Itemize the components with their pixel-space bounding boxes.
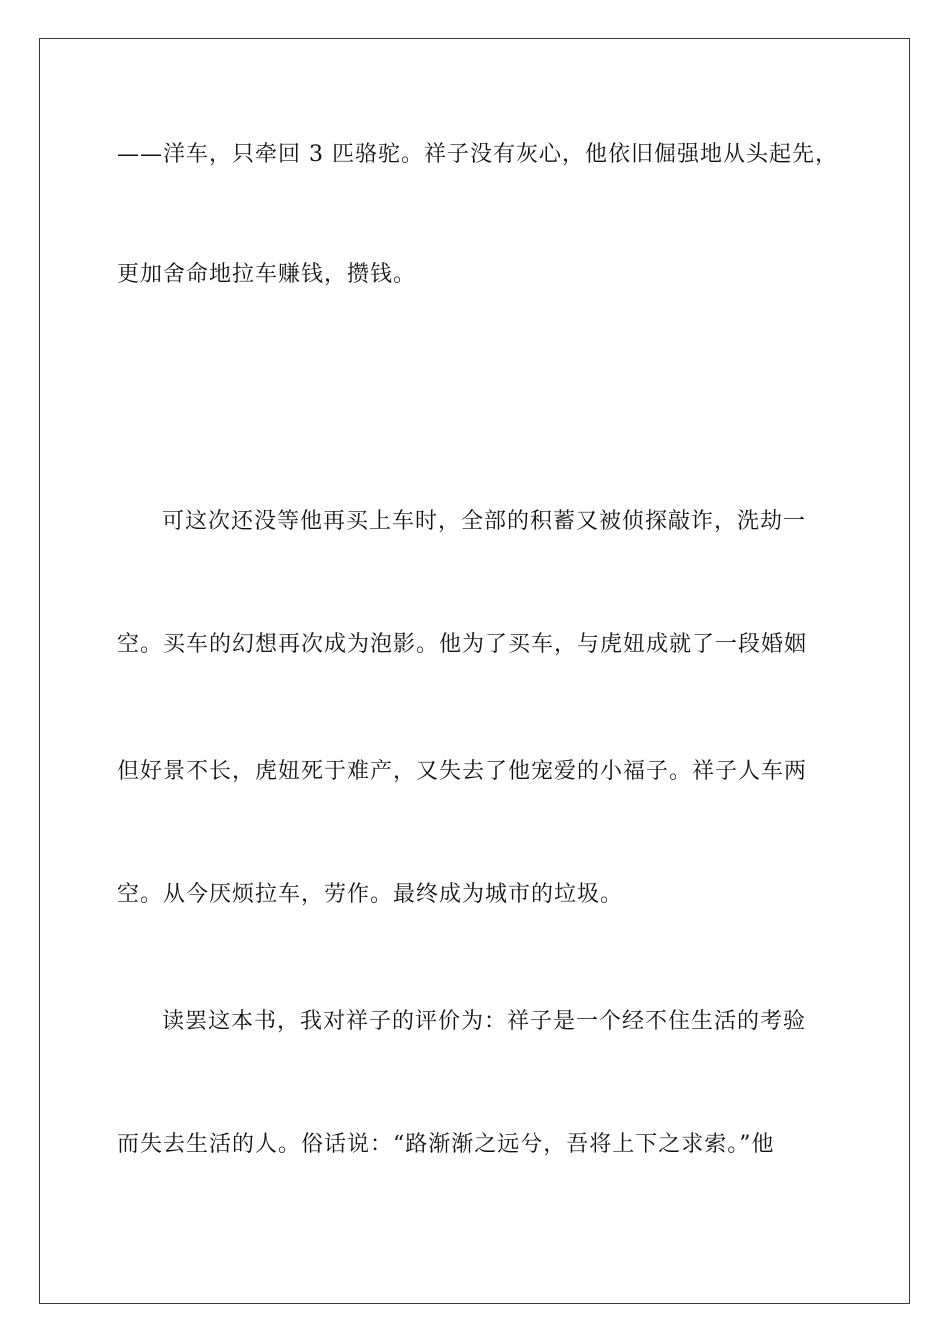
text-line-5: 但好景不长，虎妞死于难产，又失去了他宠爱的小福子。祥子人车两 <box>117 759 808 784</box>
text-line-6: 空。从今厌烦拉车，劳作。最终成为城市的垃圾。 <box>117 882 624 907</box>
text-line-4: 空。买车的幻想再次成为泡影。他为了买车，与虎妞成就了一段婚姻 <box>117 632 808 657</box>
text-line-8: 而失去生活的人。俗话说：“路渐渐之远兮，吾将上下之求索。”他 <box>117 1132 775 1157</box>
text-line-1: ——洋车，只牵回 3 匹骆驼。祥子没有灰心，他依旧倔强地从头起先， <box>117 142 838 167</box>
text-line-2: 更加舍命地拉车赚钱，攒钱。 <box>117 262 417 287</box>
text-line-3: 可这次还没等他再买上车时，全部的积蓄又被侦探敲诈，洗劫一 <box>162 509 807 534</box>
page-border <box>39 38 910 1304</box>
text-line-7: 读罢这本书，我对祥子的评价为：祥子是一个经不住生活的考验 <box>162 1009 807 1034</box>
